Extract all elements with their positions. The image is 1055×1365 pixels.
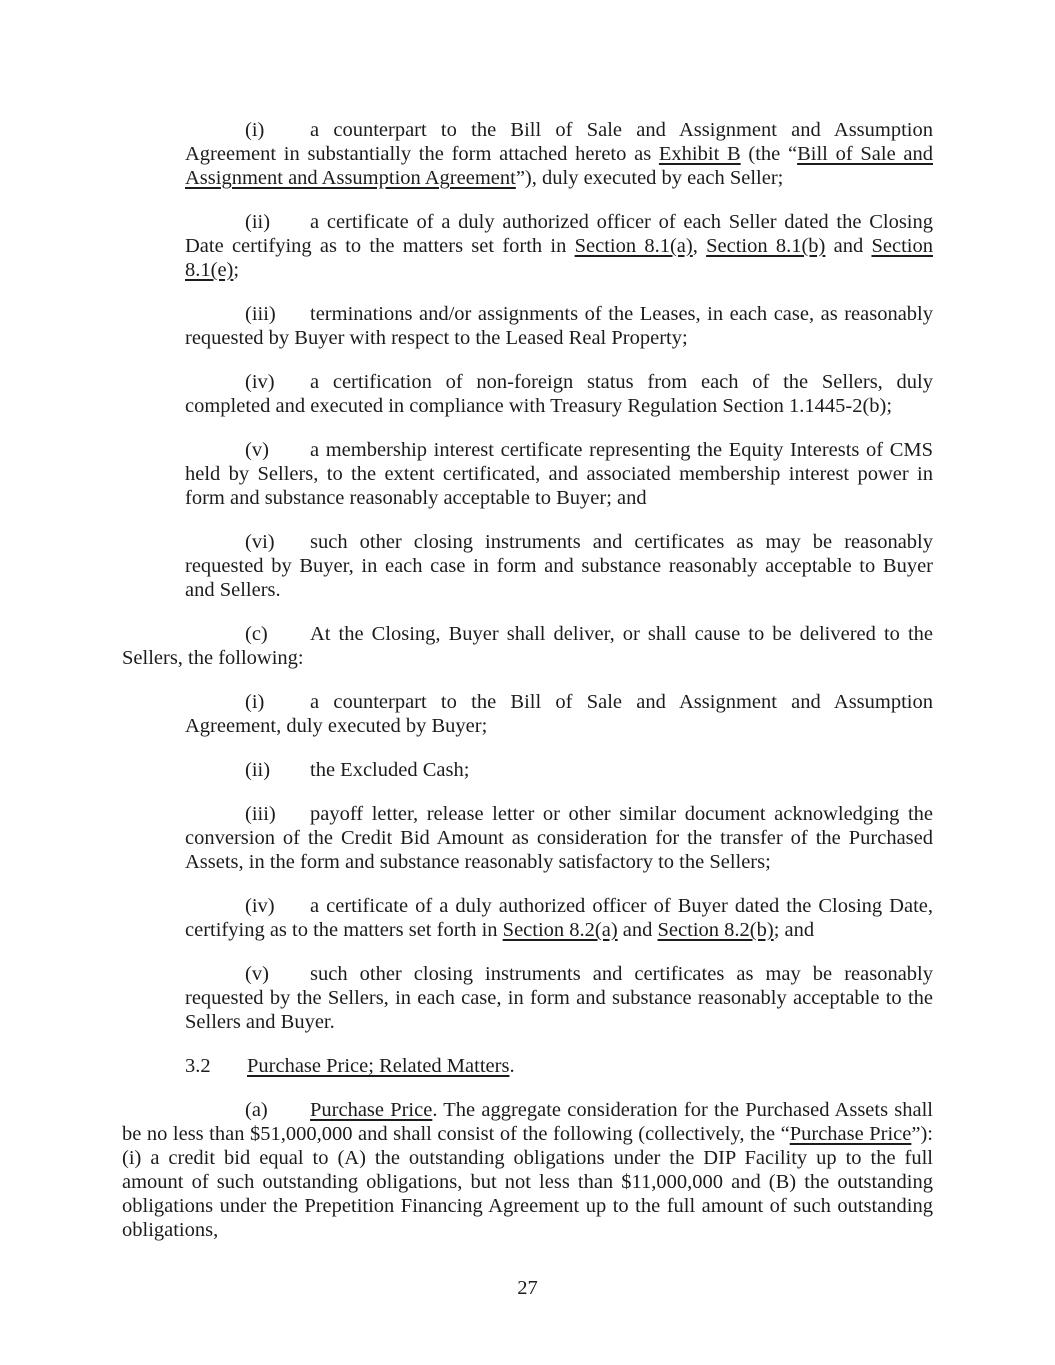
section-heading-3-2: [185, 1054, 933, 1078]
list-marker: (ii): [245, 211, 271, 233]
text-segment: the Excluded Cash;: [310, 759, 470, 781]
clause-a-purchase-price: [122, 1098, 933, 1242]
clause-c-ii: [185, 758, 933, 782]
text-segment: and: [825, 235, 872, 257]
underlined-reference: Bill of Sale and Assignment and Assumption Agreement: [185, 143, 933, 189]
paragraphs: [122, 118, 933, 1262]
clause-b-iv: [185, 370, 933, 418]
text-segment: terminations and/or assignments of the Leases, in each case, as reasonably requested by Buyer with respect to the Leased Real Property;: [185, 303, 933, 349]
list-marker: (a): [245, 1099, 268, 1121]
underlined-reference: Section 8.1(a): [574, 235, 693, 257]
list-marker: (v): [245, 963, 269, 985]
underlined-reference: Section 8.2(b): [657, 919, 774, 941]
clause-b-ii: [185, 210, 933, 282]
underlined-reference: Section 8.1(e): [185, 235, 933, 281]
list-marker: (v): [245, 439, 269, 461]
text-segment: ,: [692, 235, 707, 257]
list-marker: (c): [245, 623, 268, 645]
text-segment: a certificate of a duly authorized officer of each Seller dated the Closing Date certifying as to the matters set forth in: [185, 211, 933, 257]
clause-c-iv: [185, 894, 933, 942]
text-segment: At the Closing, Buyer shall deliver, or shall cause to be delivered to the Sellers, the following:: [122, 623, 933, 669]
underlined-reference: Exhibit B: [658, 143, 741, 165]
underlined-reference: Purchase Price: [310, 1099, 433, 1121]
text-segment: a certification of non-foreign status from each of the Sellers, duly completed and executed in compliance with Treasury Regulation Section 1.1445-2(b);: [185, 371, 933, 417]
text-segment: payoff letter, release letter or other similar document acknowledging the conversion of the Credit Bid Amount as consideration for the transfer of the Purchased Assets, in the form and substance reasonably satisfactory to the Sellers;: [185, 803, 933, 873]
list-marker: (iv): [245, 895, 275, 917]
list-marker: (iii): [245, 803, 276, 825]
list-marker: (ii): [245, 759, 271, 781]
text-segment: ”), duly executed by each Seller;: [515, 167, 784, 189]
list-marker: (i): [245, 691, 265, 713]
section-number: 3.2: [185, 1055, 211, 1077]
text-segment: a counterpart to the Bill of Sale and Assignment and Assumption Agreement in substantially the form attached hereto as: [185, 119, 933, 165]
page-number: 27: [517, 1277, 538, 1299]
text-segment: such other closing instruments and certificates as may be reasonably requested by Buyer, in each case in form and substance reasonably acceptable to Buyer and Sellers.: [185, 531, 933, 601]
text-segment: such other closing instruments and certificates as may be reasonably requested by the Sellers, in each case, in form and substance reasonably acceptable to the Sellers and Buyer.: [185, 963, 933, 1033]
underlined-reference: Section 8.1(b): [706, 235, 826, 257]
text-segment: a membership interest certificate representing the Equity Interests of CMS held by Sellers, to the extent certificated, and associated membership interest power in form and substance reasonably acceptable to Buyer; and: [185, 439, 933, 509]
underlined-reference: Purchase Price: [789, 1123, 912, 1145]
clause-b-i: [185, 118, 933, 190]
list-marker: (i): [245, 119, 265, 141]
clause-c-iii: [185, 802, 933, 874]
underlined-reference: Section 8.2(a): [502, 919, 618, 941]
clause-b-v: [185, 438, 933, 510]
text-segment: ”): (i) a credit bid equal to (A) the outstanding obligations under the DIP Facility up to the full amount of such outstanding obligations, but not less than $11,000,000 and (B) the outstanding obligations under the Prepetition Financing Agreement up to the full amount of such outstanding obligations,: [122, 1123, 933, 1241]
text-segment: . The aggregate consideration for the Purchased Assets shall be no less than $51,000,000 and shall consist of the following (collectively, the “: [122, 1099, 933, 1145]
text-segment: a counterpart to the Bill of Sale and Assignment and Assumption Agreement, duly executed by Buyer;: [185, 691, 933, 737]
text-segment: ;: [233, 259, 240, 281]
clause-c: [122, 622, 933, 670]
list-marker: (iii): [245, 303, 276, 325]
text-segment: (the “: [740, 143, 798, 165]
underlined-reference: Purchase Price; Related Matters: [247, 1055, 510, 1077]
clause-c-i: [185, 690, 933, 738]
clause-b-vi: [185, 530, 933, 602]
text-segment: .: [509, 1055, 515, 1077]
list-marker: (iv): [245, 371, 275, 393]
text-segment: and: [617, 919, 658, 941]
text-segment: ; and: [773, 919, 815, 941]
list-marker: (vi): [245, 531, 275, 553]
clause-c-v: [185, 962, 933, 1034]
clause-b-iii: [185, 302, 933, 350]
text-segment: a certificate of a duly authorized officer of Buyer dated the Closing Date, certifying as to the matters set forth in: [185, 895, 933, 941]
